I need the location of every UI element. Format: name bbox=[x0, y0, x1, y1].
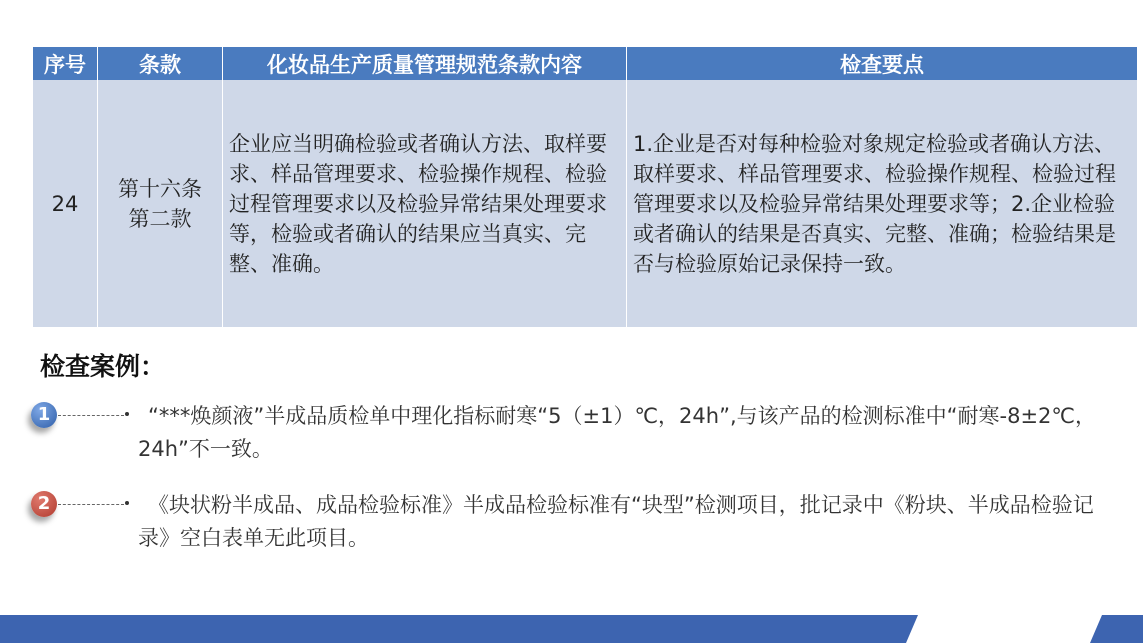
header-no: 序号 bbox=[33, 47, 98, 80]
bullet-dot bbox=[125, 412, 129, 416]
cell-content: 企业应当明确检验或者确认方法、取样要求、样品管理要求、检验操作规程、检验过程管理要求以及检验异常结果处理要求等，检验或者确认的结果应当真实、完整、准确。 bbox=[223, 80, 627, 327]
dotted-connector bbox=[58, 504, 124, 505]
cell-points: 1.企业是否对每种检验对象规定检验或者确认方法、取样要求、样品管理要求、检验操作规程、检验过程管理要求以及检验异常结果处理要求等；2.企业检验或者确认的结果是否真实、完整、准确；检验结果是否与检验原始记录保持一致。 bbox=[627, 80, 1138, 327]
header-points: 检查要点 bbox=[627, 47, 1138, 80]
regulation-table bbox=[33, 47, 1137, 327]
case-text-1: “***焕颜液”半成品质检单中理化指标耐寒“5（±1）℃，24h”,与该产品的检测标准中“耐寒-8±2℃，24h”不一致。 bbox=[138, 404, 1096, 461]
header-content: 化妆品生产质量管理规范条款内容 bbox=[223, 47, 627, 80]
case-text-2: 《块状粉半成品、成品检验标准》半成品检验标准有“块型”检测项目，批记录中《粉块、半成品检验记录》空白表单无此项目。 bbox=[138, 493, 1094, 550]
table-header-row bbox=[33, 47, 1137, 80]
header-clause: 条款 bbox=[98, 47, 223, 80]
bullet-dot bbox=[125, 501, 129, 505]
number-badge-1: 1 bbox=[31, 402, 57, 428]
dotted-connector bbox=[58, 415, 124, 416]
cell-no: 24 bbox=[33, 80, 98, 327]
cell-clause bbox=[98, 80, 223, 327]
case-heading: 检查案例： bbox=[40, 352, 166, 381]
bottom-decorative-band bbox=[0, 615, 1143, 643]
table-row bbox=[33, 80, 1137, 327]
clause-line-2: 第二款 bbox=[128, 206, 192, 231]
clause-line-1: 第十六条 bbox=[118, 176, 202, 201]
number-badge-2: 2 bbox=[31, 491, 57, 517]
